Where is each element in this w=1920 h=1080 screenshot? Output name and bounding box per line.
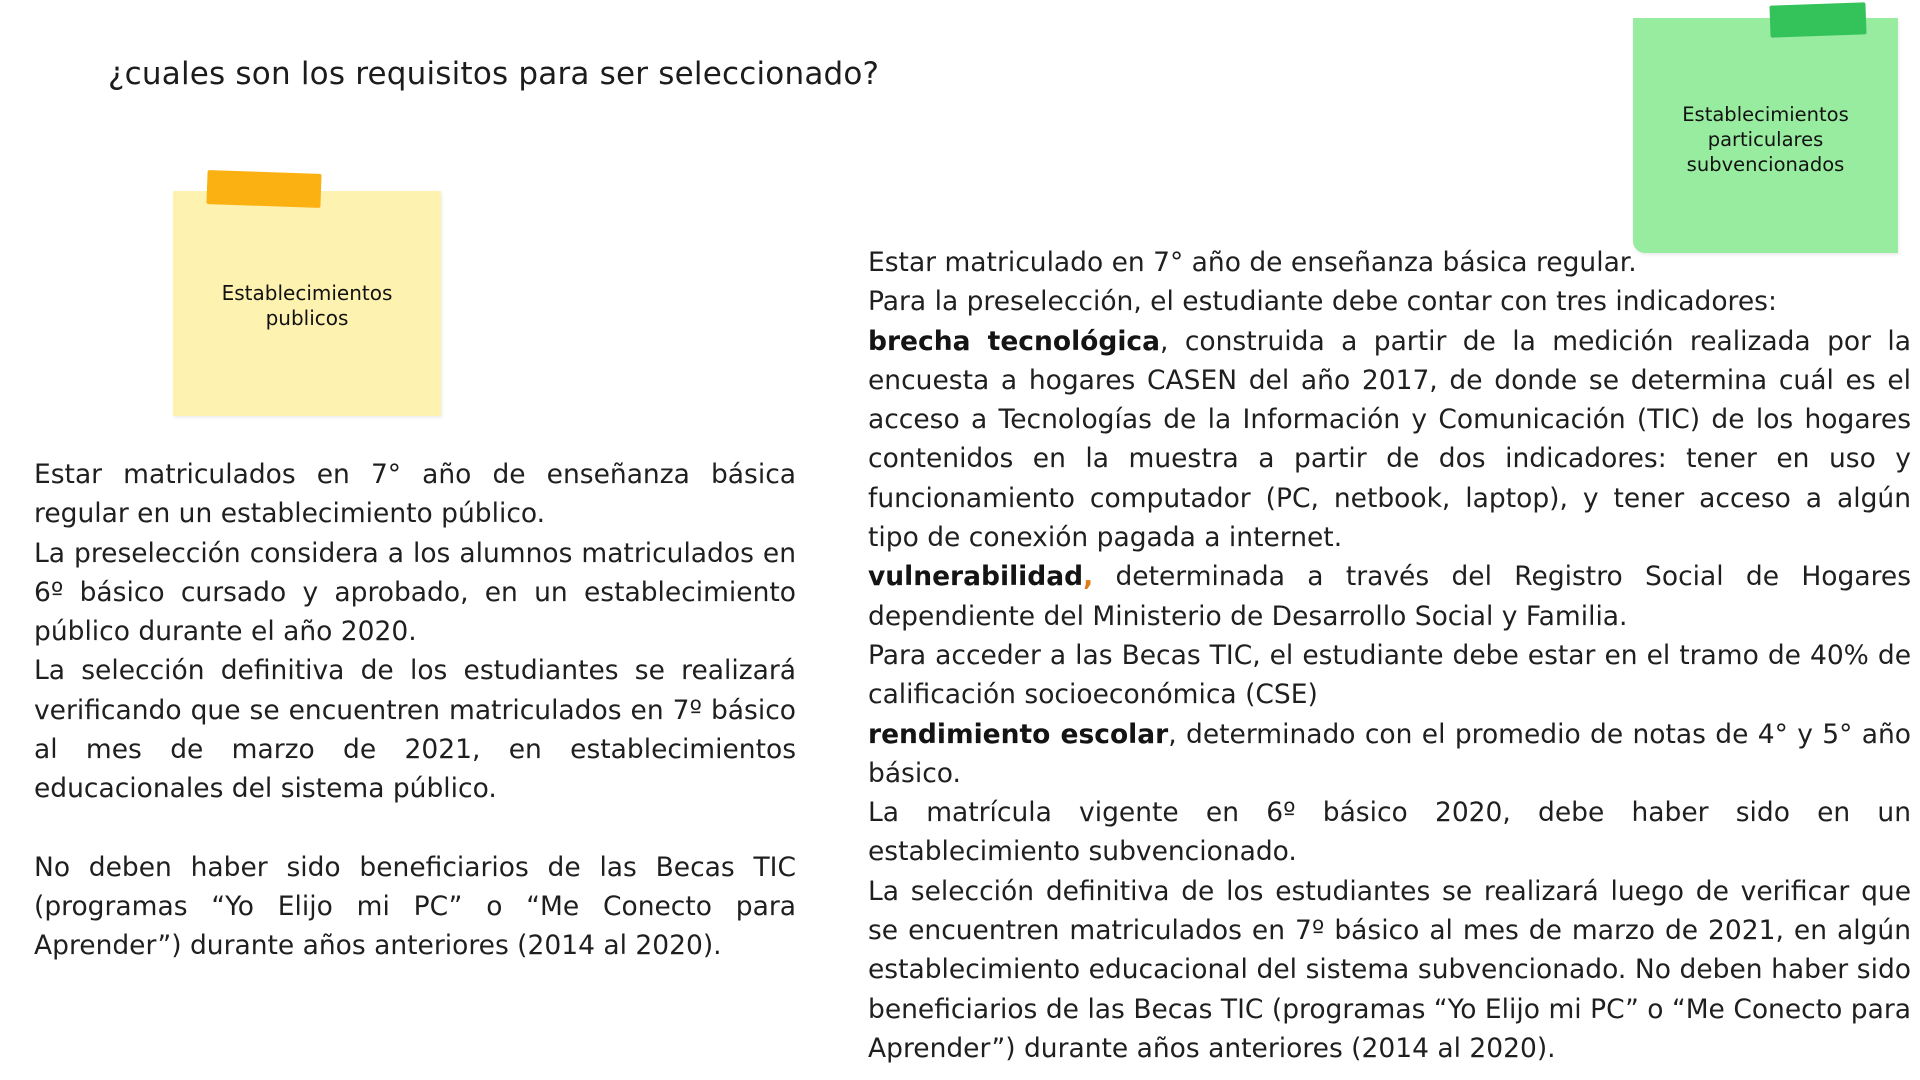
- publicos-requirements-text: [34, 455, 796, 966]
- publicos-paragraph-preselection: La preselección considera a los alumnos matriculados en 6º básico cursado y aprobado, en un establecimiento público durante el año 2020.: [34, 537, 796, 648]
- subvencionados-paragraph-preselection: Para la preselección, el estudiante debe contar con tres indicadores:: [868, 286, 1777, 318]
- indicator-brecha-label: brecha tecnológica: [868, 325, 1161, 357]
- orange-tape-decoration: [206, 170, 321, 208]
- subvencionados-paragraph-selection: La selección definitiva de los estudiantes se realizará luego de verificar que se encuentren matriculados en 7º básico al mes de marzo de 2021, en algún establecimiento educacional del sistema subvencionado. No deben haber sido beneficiarios de las Becas TIC (programas “Yo Elijo mi PC” o “Me Conecto para Aprender”) durante años anteriores (2014 al 2020).: [868, 875, 1911, 1064]
- indicator-brecha-text: , construida a partir de la medición realizada por la encuesta a hogares CASEN del año 2017, de donde se determina cuál es el acceso a Tecnologías de la Información y Comunicación (TIC) de los hogares contenidos en la muestra a partir de dos indicadores: tener en uso y funcionamiento computador (PC, netbook, laptop), y tener acceso a algún tipo de conexión pagada a internet.: [868, 325, 1911, 554]
- sticky-note-publicos-line1: Establecimientos: [221, 281, 393, 305]
- subvencionados-paragraph-matricula: La matrícula vigente en 6º básico 2020, debe haber sido en un establecimiento subvencionado.: [868, 797, 1911, 868]
- indicator-vulnerabilidad-text: determinada a través del Registro Social de Hogares dependiente del Ministerio de Desarrollo Social y Familia.: [868, 561, 1911, 632]
- indicator-brecha-tecnologica: [868, 322, 1911, 558]
- green-tape-decoration: [1769, 2, 1866, 37]
- sticky-note-publicos: [173, 191, 441, 416]
- paragraph-spacer: [34, 809, 796, 848]
- sticky-note-subvencionados-line2: particulares: [1707, 128, 1824, 151]
- sticky-note-subvencionados-line3: subvencionados: [1686, 153, 1845, 176]
- subvencionados-requirements-text: [868, 243, 1911, 1068]
- indicator-vulnerabilidad: [868, 557, 1911, 636]
- page-question-title: ¿cuales son los requisitos para ser seleccionado?: [108, 56, 880, 92]
- subvencionados-paragraph-cse: Para acceder a las Becas TIC, el estudiante debe estar en el tramo de 40% de calificación socioeconómica (CSE): [868, 639, 1911, 711]
- indicator-rendimiento-text: , determinado con el promedio de notas de 4° y 5° año básico.: [868, 718, 1912, 789]
- publicos-paragraph-selection: La selección definitiva de los estudiantes se realizará verificando que se encuentren matriculados en 7º básico al mes de marzo de 2021, en establecimientos educacionales del sistema público.: [34, 655, 796, 805]
- indicator-vulnerabilidad-comma: ,: [1083, 561, 1094, 593]
- publicos-paragraph-enrollment: Estar matriculados en 7° año de enseñanza básica regular en un establecimiento público.: [34, 459, 796, 530]
- sticky-note-subvencionados: [1633, 18, 1898, 253]
- indicator-rendimiento-escolar: [868, 715, 1911, 794]
- subvencionados-paragraph-enrollment: Estar matriculado en 7° año de enseñanza básica regular.: [868, 247, 1637, 278]
- publicos-paragraph-beneficiaries: No deben haber sido beneficiarios de las Becas TIC (programas “Yo Elijo mi PC” o “Me Conecto para Aprender”) durante años anteriores (2014 al 2020).: [34, 851, 796, 962]
- indicator-vulnerabilidad-label: vulnerabilidad: [868, 561, 1084, 593]
- sticky-note-publicos-label: [173, 281, 441, 331]
- sticky-note-subvencionados-line1: Establecimientos: [1682, 103, 1849, 126]
- sticky-note-publicos-line2: publicos: [265, 306, 349, 330]
- sticky-note-subvencionados-label: [1633, 102, 1898, 177]
- indicator-rendimiento-label: rendimiento escolar: [868, 718, 1169, 750]
